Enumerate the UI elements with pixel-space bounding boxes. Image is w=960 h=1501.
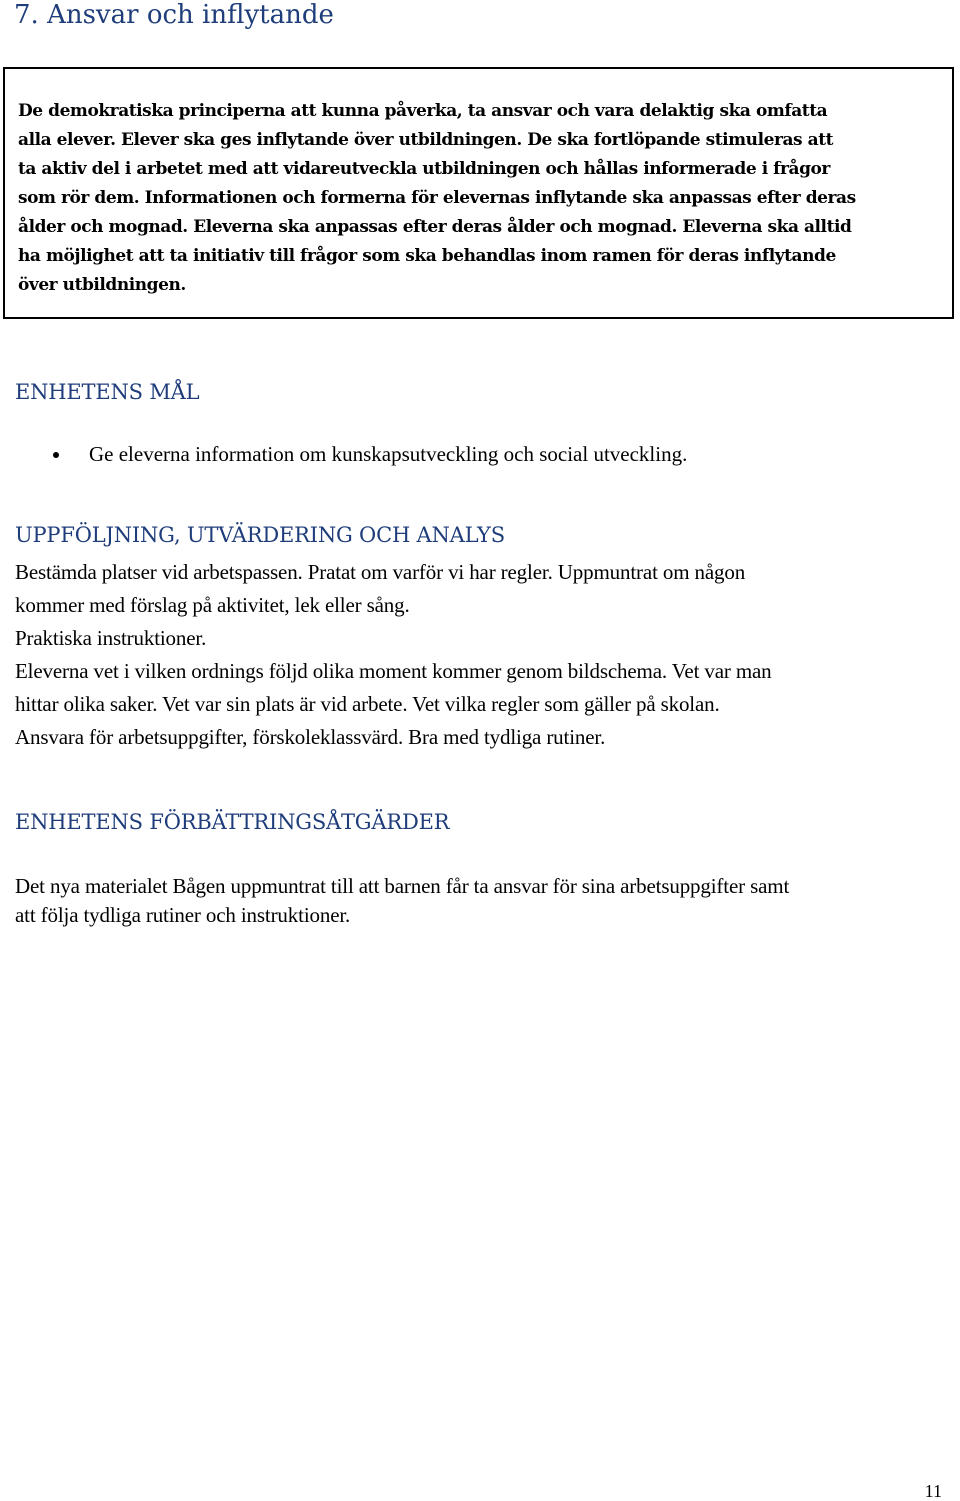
goals-heading: ENHETENS MÅL: [15, 380, 200, 404]
bullet-icon: [53, 452, 59, 458]
improvements-line: Det nya materialet Bågen uppmuntrat till att barnen får ta ansvar för sina arbetsuppgifter samt: [15, 874, 790, 898]
principles-line: över utbildningen.: [18, 275, 186, 295]
follow-up-line: kommer med förslag på aktivitet, lek eller sång.: [15, 593, 410, 617]
improvements-line: att följa tydliga rutiner och instruktioner.: [15, 903, 351, 927]
goal-item: [0, 440, 687, 468]
goals-list: [0, 440, 687, 468]
follow-up-line: hittar olika saker. Vet var sin plats är vid arbete. Vet vilka regler som gäller på skolan.: [15, 692, 720, 716]
goal-text: Ge eleverna information om kunskapsutveckling och social utveckling.: [89, 442, 688, 466]
improvements-text: [15, 872, 789, 930]
follow-up-line: Ansvara för arbetsuppgifter, förskoleklassvärd. Bra med tydliga rutiner.: [15, 725, 606, 749]
principles-line: ha möjlighet att ta initiativ till frågor som ska behandlas inom ramen för deras inflytande: [18, 246, 836, 266]
improvements-heading: ENHETENS FÖRBÄTTRINGSÅTGÄRDER: [15, 810, 450, 834]
follow-up-text: [15, 556, 772, 754]
principles-line: som rör dem. Informationen och formerna för elevernas inflytande ska anpassas efter deras: [18, 188, 856, 208]
page-title: 7. Ansvar och inflytande: [14, 0, 334, 30]
principles-text: [18, 97, 940, 300]
principles-box: [3, 67, 954, 319]
principles-line: ta aktiv del i arbetet med att vidareutveckla utbildningen och hållas informerade i frågor: [18, 159, 830, 179]
follow-up-line: Praktiska instruktioner.: [15, 626, 207, 650]
principles-line: alla elever. Elever ska ges inflytande över utbildningen. De ska fortlöpande stimuleras att: [18, 130, 833, 150]
follow-up-heading: UPPFÖLJNING, UTVÄRDERING OCH ANALYS: [15, 523, 505, 547]
principles-line: De demokratiska principerna att kunna påverka, ta ansvar och vara delaktig ska omfatta: [18, 101, 828, 121]
page-number: 11: [924, 1481, 942, 1501]
follow-up-line: Bestämda platser vid arbetspassen. Pratat om varför vi har regler. Uppmuntrat om någon: [15, 560, 746, 584]
principles-line: ålder och mognad. Eleverna ska anpassas efter deras ålder och mognad. Eleverna ska alltid: [18, 217, 852, 237]
follow-up-line: Eleverna vet i vilken ordnings följd olika moment kommer genom bildschema. Vet var man: [15, 659, 772, 683]
